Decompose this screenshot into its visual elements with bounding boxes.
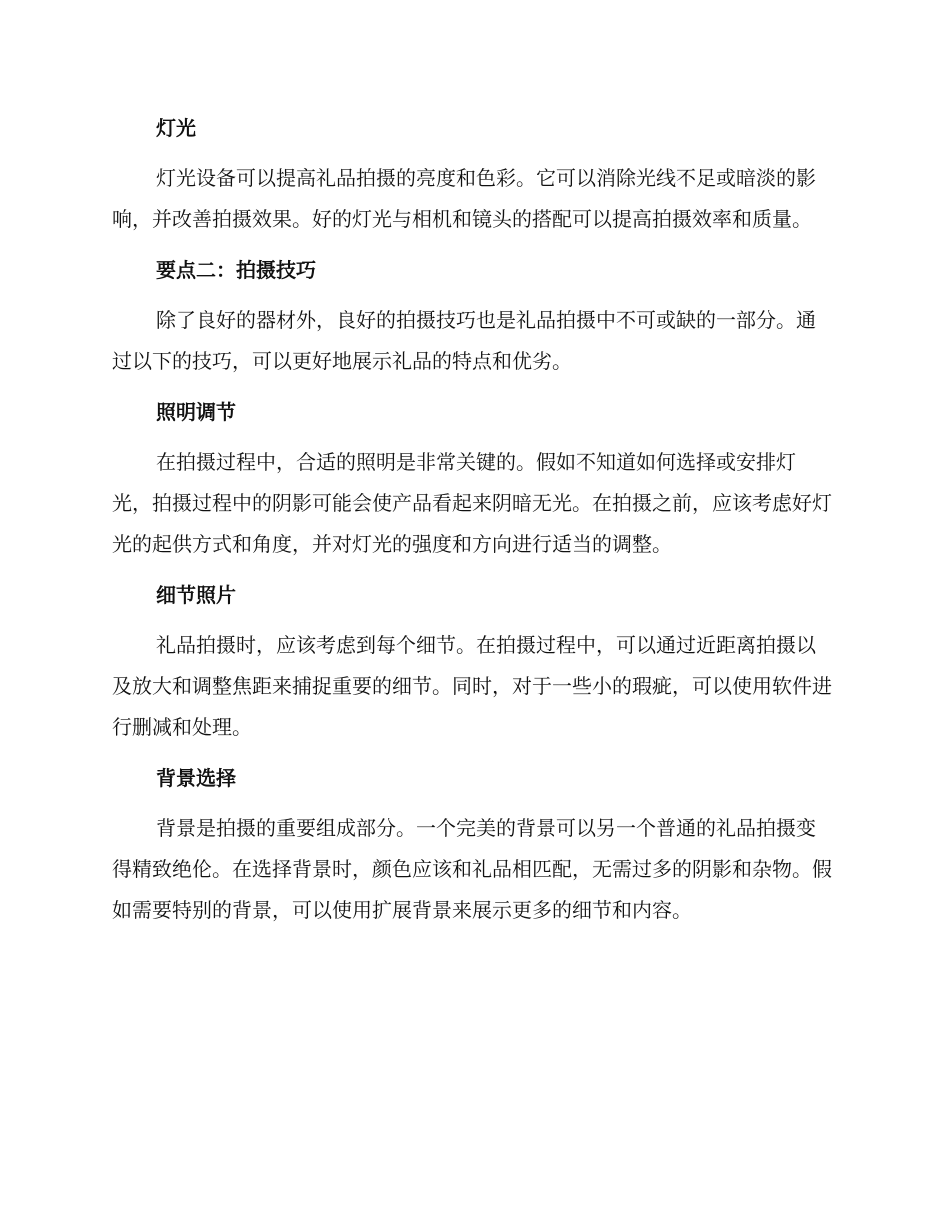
section-paragraph: 在拍摄过程中，合适的照明是非常关键的。假如不知道如何选择或安排灯光，拍摄过程中的阴影可能会使产品看起来阴暗无光。在拍摄之前，应该考虑好灯光的起供方式和角度，并对灯光的强度和方向进行适当的调整。 [112,450,832,556]
section-paragraph: 灯光设备可以提高礼品拍摄的亮度和色彩。它可以消除光线不足或暗淡的影响，并改善拍摄效果。好的灯光与相机和镜头的搭配可以提高拍摄效率和质量。 [112,166,816,231]
section-lighting [112,108,832,240]
section-heading: 背景选择 [156,766,236,790]
section-paragraph: 背景是拍摄的重要组成部分。一个完美的背景可以另一个普通的礼品拍摄变得精致绝伦。在选择背景时，颜色应该和礼品相匹配，无需过多的阴影和杂物。假如需要特别的背景，可以使用扩展背景来展示更多的细节和内容。 [112,816,832,922]
section-heading: 要点二：拍摄技巧 [156,258,316,282]
document-page [112,108,832,941]
section-background-choice [112,758,832,931]
section-heading: 照明调节 [156,400,236,424]
section-shooting-skills [112,250,832,382]
section-paragraph: 除了良好的器材外，良好的拍摄技巧也是礼品拍摄中不可或缺的一部分。通过以下的技巧，可以更好地展示礼品的特点和优劣。 [112,308,816,373]
section-detail-photos [112,575,832,748]
section-lighting-adjustment [112,392,832,565]
section-paragraph: 礼品拍摄时，应该考虑到每个细节。在拍摄过程中，可以通过近距离拍摄以及放大和调整焦距来捕捉重要的细节。同时，对于一些小的瑕疵，可以使用软件进行删减和处理。 [112,633,832,739]
section-heading: 灯光 [156,116,196,140]
section-heading: 细节照片 [156,583,236,607]
